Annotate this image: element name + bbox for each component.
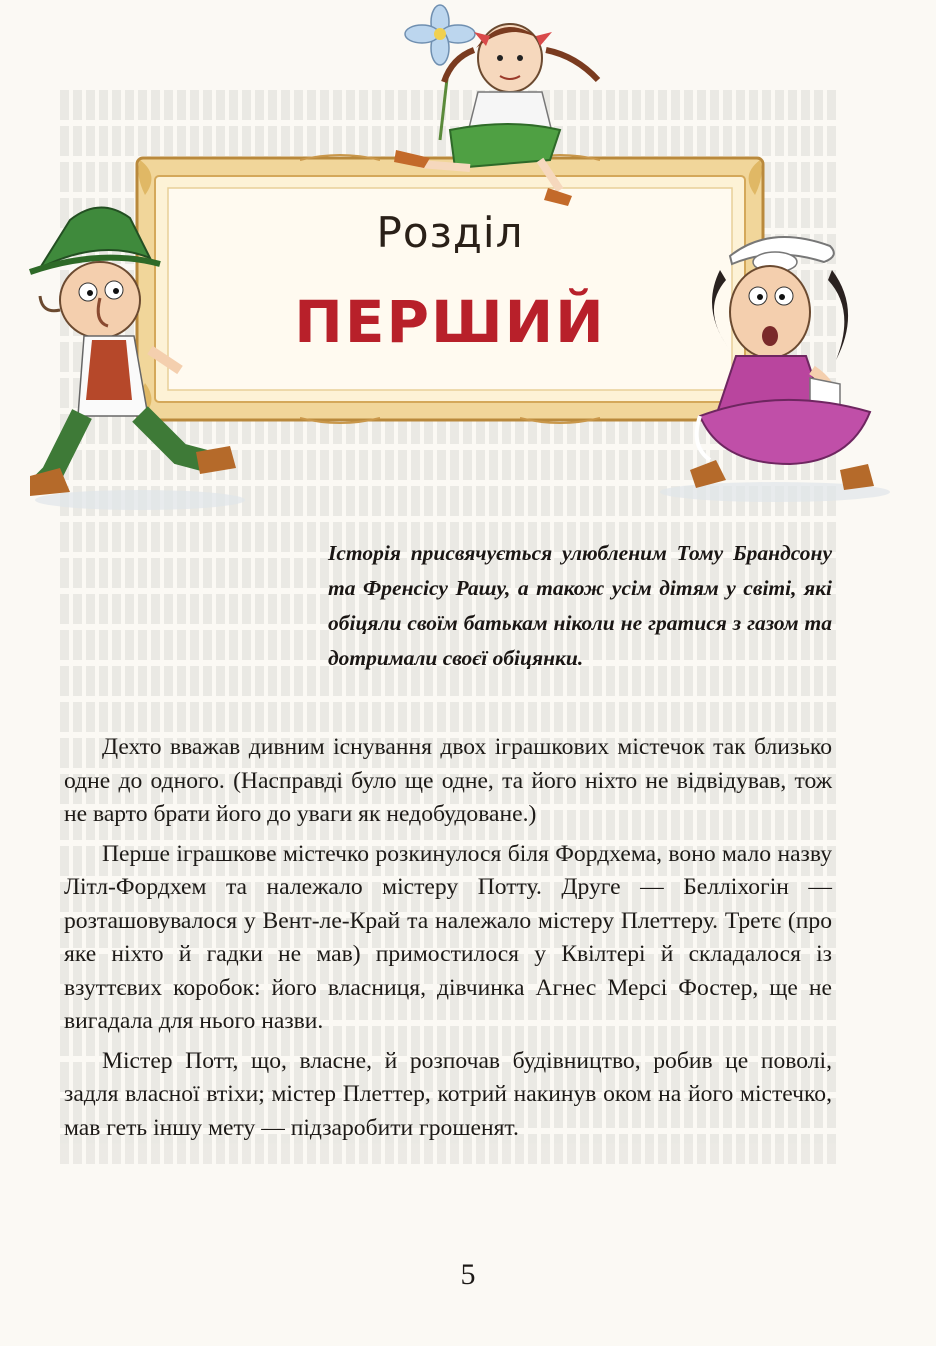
paragraph: Містер Потт, що, власне, й розпочав будівництво, робив це поволі, задля власної втіхи; містер Плеттер, котрий накинув оком на його містечко, мав геть іншу мету — підзаробити грошенят. [64,1047,832,1141]
chapter-label: Розділ [376,208,524,257]
page-number: 5 [460,1258,476,1291]
paragraph: Перше іграшкове містечко розкинулося біля Фордхема, воно мало назву Літл-Фордхем та належало містеру Потту. Друге — Белліхогін — розташовувалося у Вент-ле-Край та належало містеру Плеттеру. Третє (про яке ніхто й гадки не мав) примостилося у Квілтері й складалося із взуттєвих коробок: його власниця, дівчинка Агнес Мерсі Фостер, ще не вигадала для нього назви. [64,840,832,1034]
chapter-heading [150,170,750,420]
chapter-body [64,731,832,1145]
dedication-text: Історія присвячується улюбленим Тому Брандсону та Френсісу Рашу, а також усім дітям у світі, які обіцяли своїм батькам ніколи не гратися з газом та дотримали своєї обіцянки. [328,541,832,670]
paragraph: Дехто вважав дивним існування двох іграшкових містечок так близько одне до одного. (Насправді було ще одне, та його ніхто не відвідував, тож не варто брати його до уваги як недобудоване.) [64,734,832,827]
chapter-number: ПЕРШИЙ [294,288,606,356]
